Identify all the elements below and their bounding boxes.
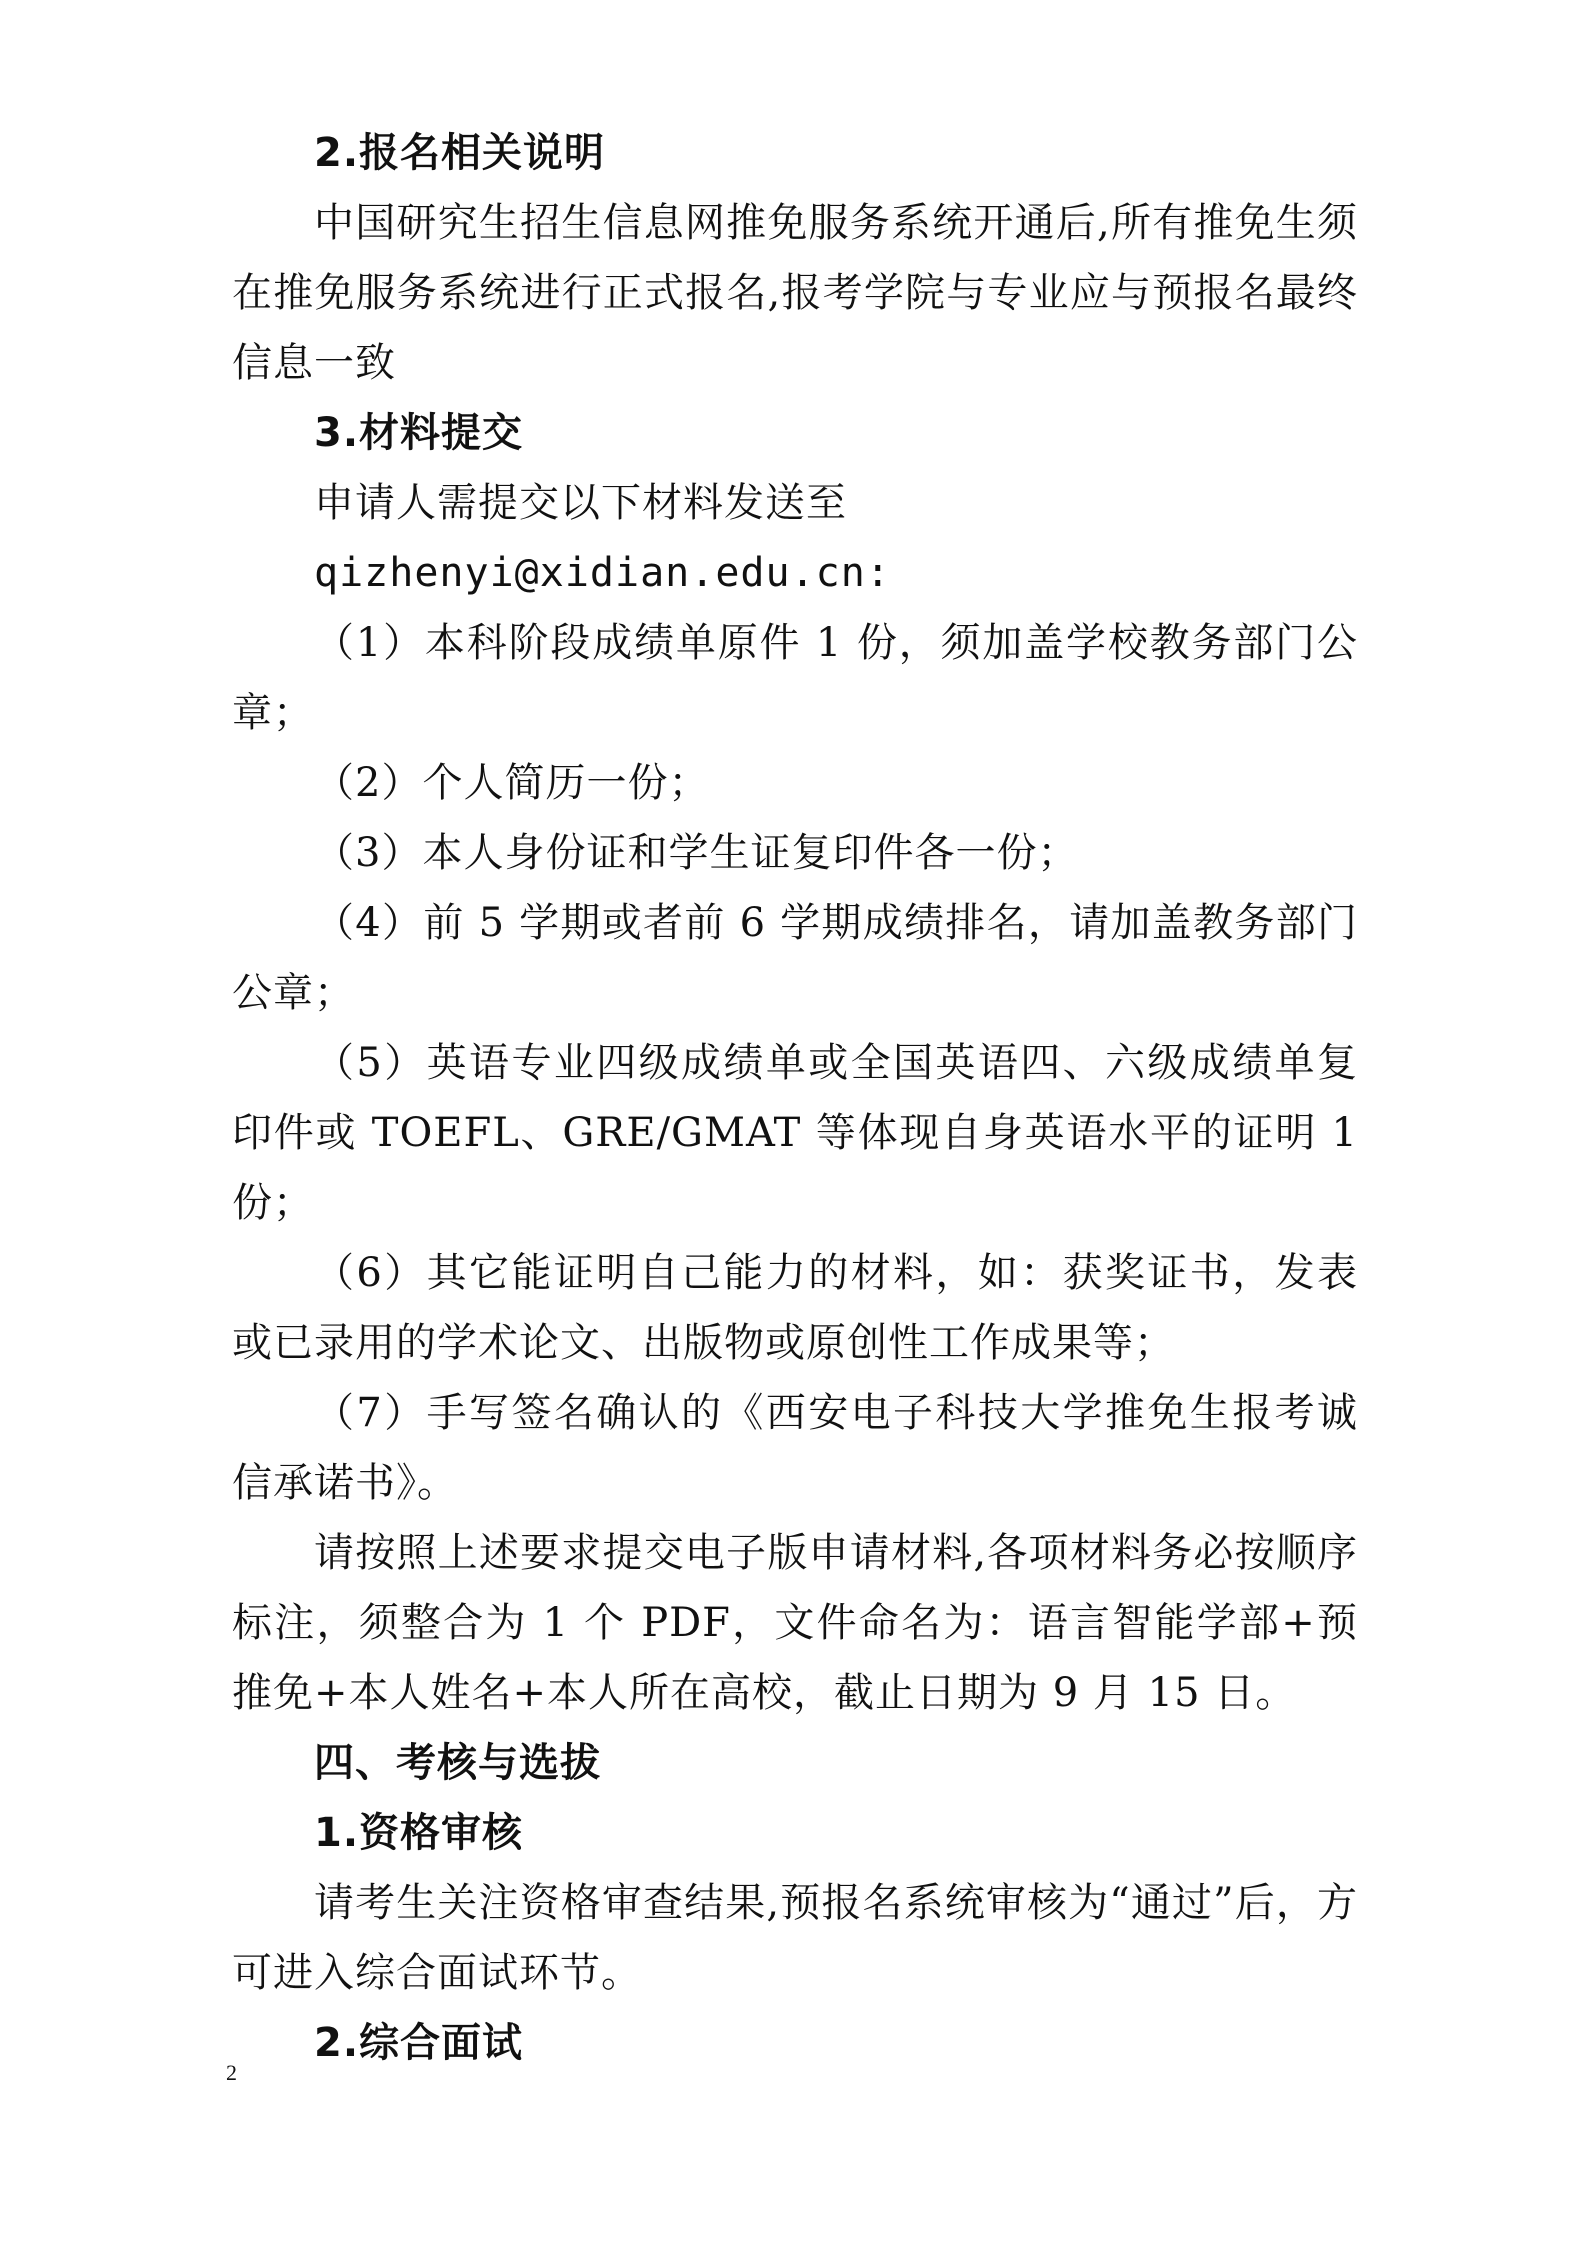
paragraph-qualification-review: 请考生关注资格审查结果,预报名系统审核为“通过”后，方可进入综合面试环节。 (232, 1880, 1358, 1996)
paragraph-submit-to: 申请人需提交以下材料发送至 (314, 480, 847, 526)
list-item: （1）本科阶段成绩单原件 1 份，须加盖学校教务部门公章； (232, 620, 1358, 736)
paragraph-registration: 中国研究生招生信息网推免服务系统开通后,所有推免生须在推免服务系统进行正式报名,报考学院与专业应与预报名最终信息一致 (232, 200, 1358, 386)
list-item: （3）本人身份证和学生证复印件各一份； (314, 830, 1079, 876)
list-item: （2）个人简历一份； (314, 760, 710, 806)
list-item: （5）英语专业四级成绩单或全国英语四、六级成绩单复印件或 TOEFL、GRE/GMAT 等体现自身英语水平的证明 1 份； (232, 1040, 1358, 1226)
heading-materials: 3.材料提交 (314, 410, 524, 456)
page-number: 2 (226, 2060, 237, 2085)
heading-registration-notes: 2.报名相关说明 (314, 130, 606, 176)
list-item: （7）手写签名确认的《西安电子科技大学推免生报考诚信承诺书》。 (232, 1390, 1358, 1506)
list-item: （6）其它能证明自己能力的材料，如：获奖证书，发表或已录用的学术论文、出版物或原创性工作成果等； (232, 1250, 1358, 1366)
heading-comprehensive-interview: 2.综合面试 (314, 2020, 524, 2066)
heading-qualification-review: 1.资格审核 (314, 1810, 524, 1856)
contact-email: qizhenyi@xidian.edu.cn: (314, 550, 891, 596)
list-item: （4）前 5 学期或者前 6 学期成绩排名，请加盖教务部门公章； (232, 900, 1358, 1016)
document-body (232, 118, 1358, 2078)
paragraph-submission-requirements: 请按照上述要求提交电子版申请材料,各项材料务必按顺序标注，须整合为 1 个 PDF，文件命名为：语言智能学部+预推免+本人姓名+本人所在高校，截止日期为 9 月 15 日。 (232, 1530, 1358, 1716)
heading-assessment-selection: 四、考核与选拔 (314, 1740, 601, 1786)
